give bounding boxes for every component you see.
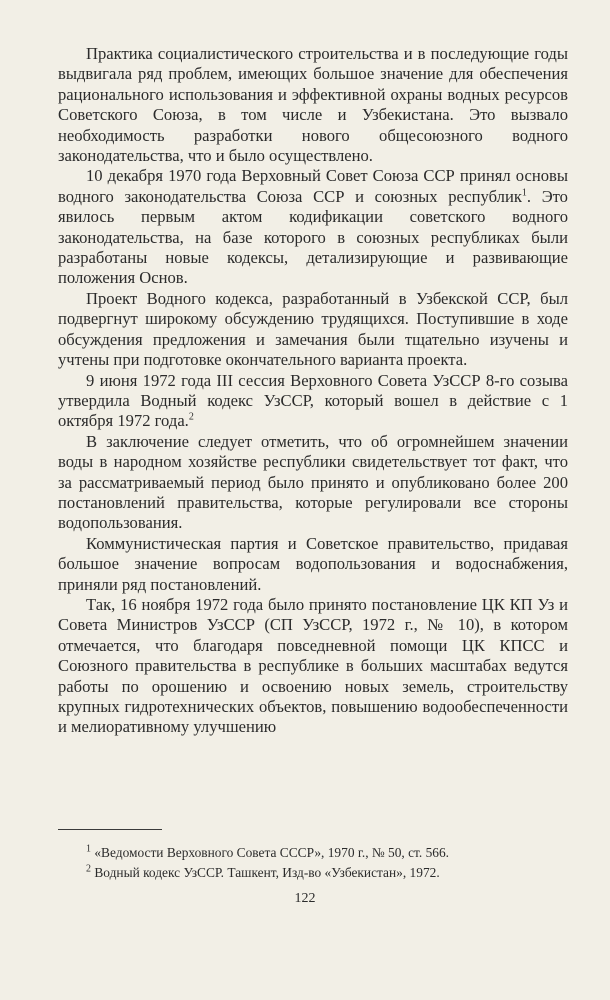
- paragraph-5: В заключение следует отметить, что об огромнейшем значении воды в народном хозяйстве республики свидетельствует тот факт, что за рассматриваемый период было принято и опубликовано более 200 постановлений правительства, которые регулировали все стороны водопользования.: [58, 431, 568, 533]
- paragraph-4-text: 9 июня 1972 года III сессия Верховного Совета УзССР 8-го созыва утвердила Водный кодекс УзССР, который вошел в действие с 1 октября 1972 года.: [58, 370, 568, 431]
- footnote-2-text: Водный кодекс УзССР. Ташкент, Изд-во «Узбекистан», 1972.: [94, 865, 440, 880]
- footnote-ref-1[interactable]: 1: [521, 187, 527, 199]
- footnote-1-text: «Ведомости Верховного Совета СССР», 1970 г., № 50, ст. 566.: [94, 845, 450, 860]
- footnote-1-mark: 1: [86, 843, 91, 855]
- paragraph-2: [58, 166, 568, 288]
- footnote-1: [58, 843, 570, 863]
- page-number: 122: [294, 891, 316, 906]
- footnote-divider: [58, 829, 162, 830]
- paragraph-3: Проект Водного кодекса, разработанный в Узбекской ССР, был подвергнут широкому обсуждению трудящихся. Поступившие в ходе обсуждения предложения и замечания были тщательно изучены и учтены при подготовке окончательного варианта проекта.: [58, 288, 568, 370]
- footnote-2-mark: 2: [86, 863, 91, 875]
- paragraph-7: Так, 16 ноября 1972 года было принято постановление ЦК КП Уз и Совета Министров УзССР (СП УзССР, 1972 г., № 10), в котором отмечается, что благодаря повседневной помощи ЦК КПСС и Союзного правительства в республике в больших масштабах ведутся работы по орошению и освоению новых земель, строительству крупных гидротехнических объектов, повышению водообеспеченности и мелиоративному улучшению: [58, 594, 568, 737]
- main-text: [58, 44, 568, 738]
- footnote-2: [58, 863, 570, 883]
- paragraph-1: Практика социалистического строительства и в последующие годы выдвигала ряд проблем, имеющих большое значение для обеспечения рационального использования и эффективной охраны водных ресурсов Советского Союза, в том числе и Узбекистана. Это вызвало необходимость разработки нового общесоюзного водного законодательства, что и было осуществлено.: [58, 44, 568, 166]
- paragraph-2-text-a: 10 декабря 1970 года Верховный Совет Союза ССР принял основы водного законодательства Союза ССР и союзных республик: [58, 166, 568, 206]
- paragraph-2-text-b: . Это явилось первым актом кодификации советского водного законодательства, на базе которого в союзных республиках были разработаны новые кодексы, детализирующие и развивающие положения Основ.: [58, 186, 568, 288]
- paragraph-6: Коммунистическая партия и Советское правительство, придавая большое значение вопросам водопользования и водоснабжения, приняли ряд постановлений.: [58, 533, 568, 594]
- footnotes: [58, 843, 570, 883]
- footnote-ref-2[interactable]: 2: [188, 411, 194, 423]
- paragraph-4: [58, 371, 568, 432]
